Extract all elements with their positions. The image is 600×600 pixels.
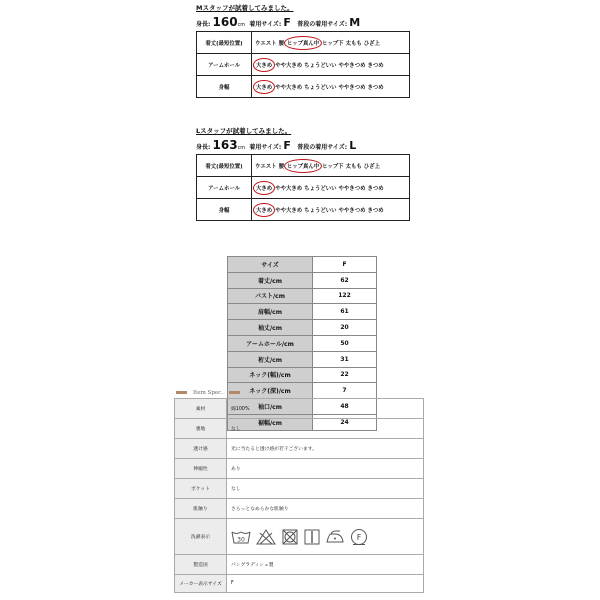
no-tumble-dry-icon: [281, 529, 299, 545]
fit-option: ひざ上: [363, 163, 380, 170]
size-row-key: 裾幅/cm: [228, 414, 313, 430]
fit-option: ややきつめ: [338, 185, 366, 192]
size-row-key: 袖丈/cm: [228, 320, 313, 336]
usual-size-label: 普段の着用サイズ:: [297, 144, 348, 151]
fit-option-selected: 大きめ: [253, 80, 275, 94]
fit-row-options: [252, 177, 410, 199]
l-staff-info: [196, 136, 410, 154]
size-row-value: 62: [313, 272, 377, 288]
fit-option: ややきつめ: [338, 207, 366, 214]
size-header-value: F: [313, 257, 377, 273]
fit-option-selected: ヒップ真ん中: [284, 36, 322, 50]
fit-option: きつめ: [367, 185, 384, 192]
fit-row: [197, 32, 410, 54]
spec-row-key: 製造国: [175, 555, 227, 575]
fit-row: [197, 177, 410, 199]
fit-option: きつめ: [367, 62, 384, 69]
spec-row-value: さらっとなめらかな肌触り: [227, 499, 424, 519]
spec-table: [174, 398, 424, 593]
usual-size-value: L: [349, 139, 357, 152]
spec-table-row: [175, 439, 424, 459]
size-table-row: [228, 272, 377, 288]
fit-row-options: [252, 199, 410, 221]
spec-row-value: 綿100%: [227, 399, 424, 419]
fit-row-label: 着丈(最短位置): [197, 32, 252, 54]
fit-row-options: [252, 76, 410, 98]
spec-table-row: [175, 499, 424, 519]
fit-option-selected: 大きめ: [253, 203, 275, 217]
size-table-row: [228, 383, 377, 399]
fit-option: 太もも: [345, 40, 362, 47]
fit-option: ややきつめ: [338, 62, 366, 69]
fit-row: [197, 76, 410, 98]
size-row-value: 122: [313, 288, 377, 304]
spec-row-key: メーカー表示サイズ: [175, 575, 227, 593]
accent-bar-left: [176, 391, 187, 394]
spec-row-key: 洗濯表示: [175, 519, 227, 555]
spec-header-label: Item Spec.: [193, 390, 223, 396]
size-row-key: ネック(深)/cm: [228, 383, 313, 399]
size-row-value: 61: [313, 304, 377, 320]
fit-row-options: [252, 54, 410, 76]
size-table-header: [228, 257, 377, 273]
l-staff-section: [196, 126, 410, 221]
iron-low-icon: [325, 529, 345, 545]
size-row-key: 着丈/cm: [228, 272, 313, 288]
m-staff-section: [196, 3, 410, 98]
size-row-value: 7: [313, 383, 377, 399]
size-row-key: 肩幅/cm: [228, 304, 313, 320]
spec-row-value: 光に当たると透け感が若干ございます。: [227, 439, 424, 459]
height-unit: cm: [237, 22, 246, 28]
fit-option: ウエスト: [255, 40, 277, 47]
fit-option-selected: 大きめ: [253, 181, 275, 195]
height-value: 160: [212, 15, 238, 29]
l-fit-table: [196, 154, 410, 221]
size-row-key: バスト/cm: [228, 288, 313, 304]
size-header-key: サイズ: [228, 257, 313, 273]
fit-option-selected: ヒップ真ん中: [284, 159, 322, 173]
spec-row-key: ポケット: [175, 479, 227, 499]
spec-row-value: なし: [227, 479, 424, 499]
svg-text:30: 30: [237, 536, 245, 543]
spec-table-row: [175, 459, 424, 479]
size-row-key: ネック(幅)/cm: [228, 367, 313, 383]
size-row-value: 48: [313, 399, 377, 415]
size-value: F: [283, 16, 291, 29]
fit-row: [197, 155, 410, 177]
usual-size-value: M: [349, 16, 361, 29]
fit-row-label: アームホール: [197, 54, 252, 76]
line-dry-icon: [304, 529, 320, 545]
spec-table-row: [175, 419, 424, 439]
size-row-key: 裄丈/cm: [228, 351, 313, 367]
fit-row-label: 身幅: [197, 76, 252, 98]
spec-table-row: [175, 519, 424, 555]
fit-row-label: 身幅: [197, 199, 252, 221]
spec-row-value: あり: [227, 459, 424, 479]
fit-option: ちょうどいい: [304, 84, 337, 91]
m-staff-info: [196, 13, 410, 31]
spec-table-row: [175, 479, 424, 499]
size-value: F: [283, 139, 291, 152]
spec-row-value: バングラディシュ製: [227, 555, 424, 575]
care-icons: [231, 528, 423, 546]
fit-row-label: 着丈(最短位置): [197, 155, 252, 177]
fit-option: やや大きめ: [275, 207, 303, 214]
size-label: 着用サイズ:: [249, 144, 282, 151]
size-table-row: [228, 320, 377, 336]
size-row-value: 50: [313, 335, 377, 351]
fit-option: ちょうどいい: [304, 185, 337, 192]
spec-row-value: [227, 519, 424, 555]
no-bleach-icon: [256, 529, 276, 545]
spec-row-value: なし: [227, 419, 424, 439]
fit-option: ヒップ下: [322, 163, 344, 170]
fit-option: やや大きめ: [275, 84, 303, 91]
wash-30-icon: [231, 529, 251, 545]
size-row-value: 31: [313, 351, 377, 367]
l-staff-title: Lスタッフが試着してみました。: [196, 127, 292, 135]
height-label: 身長:: [196, 144, 211, 151]
size-row-value: 22: [313, 367, 377, 383]
fit-option: ややきつめ: [338, 84, 366, 91]
fit-row-options: [252, 155, 410, 177]
size-row-value: 24: [313, 414, 377, 430]
m-staff-title: Mスタッフが試着してみました。: [196, 4, 294, 12]
fit-option: きつめ: [367, 84, 384, 91]
fit-row-label: アームホール: [197, 177, 252, 199]
fit-option: ひざ上: [363, 40, 380, 47]
fit-option: ちょうどいい: [304, 207, 337, 214]
size-table-row: [228, 367, 377, 383]
size-row-key: 袖口/cm: [228, 399, 313, 415]
spec-header: [176, 390, 240, 398]
size-table-row: [228, 335, 377, 351]
fit-option: やや大きめ: [275, 62, 303, 69]
fit-option: やや大きめ: [275, 185, 303, 192]
height-unit: cm: [237, 145, 246, 151]
fit-option-selected: 大きめ: [253, 58, 275, 72]
fit-option: ウエスト: [255, 163, 277, 170]
spec-row-key: 素材: [175, 399, 227, 419]
fit-row-options: [252, 32, 410, 54]
size-table-row: [228, 288, 377, 304]
fit-option: ちょうどいい: [304, 62, 337, 69]
fit-option: 腰: [278, 163, 284, 170]
fit-option: きつめ: [367, 207, 384, 214]
spec-row-key: 透け感: [175, 439, 227, 459]
fit-row: [197, 54, 410, 76]
usual-size-label: 普段の着用サイズ:: [297, 21, 348, 28]
spec-table-row: [175, 555, 424, 575]
height-label: 身長:: [196, 21, 211, 28]
size-row-value: 20: [313, 320, 377, 336]
svg-text:F: F: [356, 532, 362, 542]
accent-bar-right: [229, 391, 240, 394]
spec-row-key: 伸縮性: [175, 459, 227, 479]
spec-row-value: F: [227, 575, 424, 593]
spec-table-row: [175, 575, 424, 593]
m-fit-table: [196, 31, 410, 98]
fit-row: [197, 199, 410, 221]
size-label: 着用サイズ:: [249, 21, 282, 28]
spec-table-row: [175, 399, 424, 419]
size-table-row: [228, 351, 377, 367]
fit-option: 太もも: [345, 163, 362, 170]
height-value: 163: [212, 138, 238, 152]
fit-option: ヒップ下: [322, 40, 344, 47]
size-table-row: [228, 304, 377, 320]
spec-row-key: 肌触り: [175, 499, 227, 519]
size-row-key: アームホール/cm: [228, 335, 313, 351]
dry-clean-f-icon: [350, 528, 368, 546]
fit-option: 腰: [278, 40, 284, 47]
spec-row-key: 裏地: [175, 419, 227, 439]
